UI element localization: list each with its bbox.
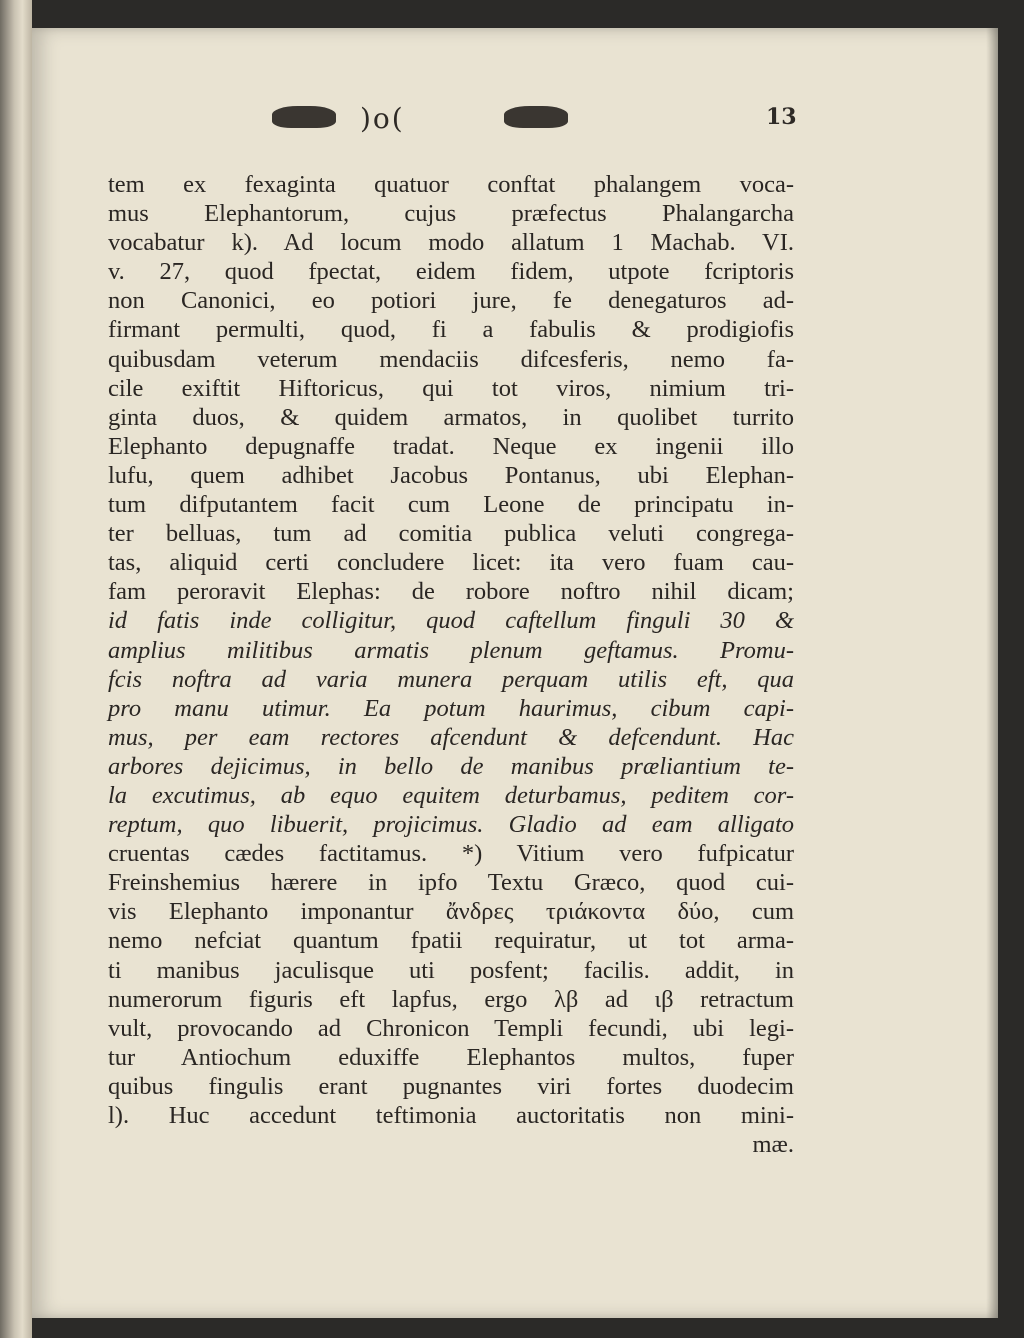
running-header: [272, 102, 797, 150]
text-line: cruentas cædes factitamus. *) Vitium vero fufpicatur: [108, 840, 794, 868]
text-line-italic: mus, per eam rectores afcendunt & defcendunt. Hac: [108, 723, 794, 751]
text-line-italic: fcis noftra ad varia munera perquam utilis eft, qua: [108, 665, 794, 693]
header-mark: )o(: [360, 102, 405, 135]
text-line: v. 27, quod fpectat, eidem fidem, utpote fcriptoris: [108, 258, 794, 286]
text-line: ti manibus jaculisque uti posfent; facilis. addit, in: [108, 956, 794, 984]
text-line: tas, aliquid certi concludere licet: ita vero fuam cau-: [108, 549, 794, 577]
text-line: vocabatur k). Ad locum modo allatum 1 Machab. VI.: [108, 229, 794, 257]
text-line: tur Antiochum eduxiffe Elephantos multos, fuper: [108, 1043, 794, 1071]
text-line: lufu, quem adhibet Jacobus Pontanus, ubi Elephan-: [108, 461, 794, 489]
text-line: ginta duos, & quidem armatos, in quolibet turrito: [108, 403, 794, 431]
text-line: fam peroravit Elephas: de robore noftro nihil dicam;: [108, 578, 794, 606]
text-line: nemo nefciat quantum fpatii requiratur, ut tot arma-: [108, 927, 794, 955]
text-line-italic: arbores dejicimus, in bello de manibus præliantium te-: [108, 752, 794, 780]
text-line-italic: pro manu utimur. Ea potum haurimus, cibum capi-: [108, 694, 794, 722]
body-text: [108, 170, 794, 1159]
text-line: l). Huc accedunt teftimonia auctoritatis non mini-: [108, 1102, 794, 1129]
text-line: firmant permulti, quod, fi a fabulis & prodigiofis: [108, 316, 794, 344]
text-line: vult, provocando ad Chronicon Templi fecundi, ubi legi-: [108, 1014, 794, 1042]
text-line: ter belluas, tum ad comitia publica veluti congrega-: [108, 520, 794, 548]
text-line: Freinshemius hærere in ipfo Textu Græco, quod cui-: [108, 869, 794, 897]
text-line: non Canonici, eo potiori jure, fe denegaturos ad-: [108, 287, 794, 315]
text-line-italic: id fatis inde colligitur, quod caftellum finguli 30 &: [108, 607, 794, 635]
text-line-italic: reptum, quo libuerit, projicimus. Gladio ad eam alligato: [108, 811, 794, 839]
text-line: Elephanto depugnaffe tradat. Neque ex ingenii illo: [108, 432, 794, 460]
text-line-italic: amplius militibus armatis plenum geftamus. Promu-: [108, 636, 794, 664]
page-number: 13: [766, 104, 797, 130]
ornament-right-icon: [504, 106, 568, 128]
text-line: tum difputantem facit cum Leone de principatu in-: [108, 491, 794, 519]
text-line: quibus fingulis erant pugnantes viri fortes duodecim: [108, 1072, 794, 1100]
text-line: tem ex fexaginta quatuor conftat phalangem voca-: [108, 171, 794, 198]
text-line: vis Elephanto imponantur ἄνδρες τριάκοντα δύο, cum: [108, 898, 794, 926]
ornament-left-icon: [272, 106, 336, 128]
text-line-italic: la excutimus, ab equo equitem deturbamus, peditem cor-: [108, 781, 794, 809]
page-edge-shadow: [986, 28, 998, 1318]
text-line: cile exiftit Hiftoricus, qui tot viros, nimium tri-: [108, 374, 794, 402]
text-line: quibusdam veterum mendaciis difcesferis, nemo fa-: [108, 345, 794, 373]
book-binding: [0, 0, 32, 1338]
text-line: mus Elephantorum, cujus præfectus Phalangarcha: [108, 200, 794, 228]
catchword: mæ.: [752, 1131, 794, 1159]
text-line: numerorum figuris eft lapfus, ergo λβ ad ιβ retractum: [108, 985, 794, 1013]
